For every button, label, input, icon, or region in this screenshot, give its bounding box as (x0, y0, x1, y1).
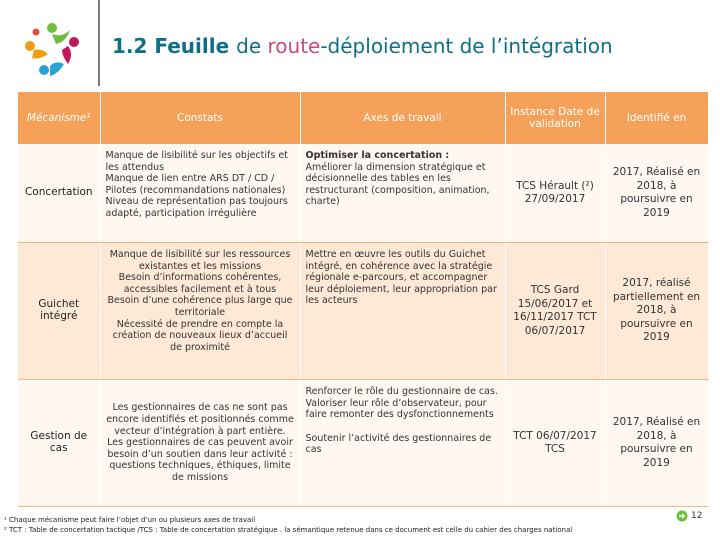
cell-mecanisme: Concertation (18, 144, 100, 243)
constat-item: Manque de lisibilité sur les objectifs et les attendus (105, 150, 288, 173)
cell-mecanisme: Gestion de cas (18, 380, 100, 507)
table-row (18, 144, 708, 243)
constat-item: Besoin d’informations cohérentes, accessibles facilement et à tous (118, 272, 282, 295)
header-axes: Axes de travail (300, 92, 505, 144)
arrow-right-circle-icon (676, 510, 688, 522)
title-part-1: 1.2 Feuille (112, 34, 237, 58)
table-row (18, 380, 708, 507)
cell-mecanisme: Guichet intégré (18, 243, 100, 380)
table-header-row (18, 92, 708, 144)
header-instance: Instance Date de validation (505, 92, 605, 144)
axes-title: Optimiser la concertation : (305, 150, 450, 161)
header-identifie: Identifié en (605, 92, 708, 144)
constat-item: Manque de lien entre ARS DT / CD / Pilotes (recommandations nationales) (105, 173, 286, 196)
axes-text: Mettre en œuvre les outils du Guichet intégré, en cohérence avec la stratégie régionale e-parcours, et accompagner leur déploiement, leur appropriation par les acteurs (305, 249, 497, 307)
constat-item: Les gestionnaires de cas ne sont pas encore identifiés et positionnés comme vecteur d’intégration à part entière. (106, 402, 294, 437)
cell-identifie: 2017, Réalisé en 2018, à poursuivre en 2019 (605, 144, 708, 243)
roadmap-table (18, 92, 709, 507)
cell-identifie: 2017, réalisé partiellement en 2018, à poursuivre en 2019 (605, 243, 708, 380)
footnote-1: ¹ Chaque mécanisme peut faire l’objet d’un ou plusieurs axes de travail (4, 516, 256, 524)
constat-item: Les gestionnaires de cas peuvent avoir besoin d’un soutien dans leur activité : questions techniques, éthiques, limite de missions (107, 437, 293, 483)
axes-text: Améliorer la dimension stratégique et décisionnelle des tables en les restructurant (composition, animation, charte) (305, 161, 490, 208)
constat-item: Nécessité de prendre en compte la création de nouveaux lieux d’accueil de proximité (112, 318, 288, 353)
cell-instance: TCS Hérault (²) 27/09/2017 (505, 144, 605, 243)
cell-constats (100, 144, 300, 243)
page-title (112, 34, 613, 58)
cell-axes (300, 380, 505, 507)
logo-figures-icon (22, 20, 82, 82)
axes-text: Renforcer le rôle du gestionnaire de cas. Valoriser leur rôle d’observateur, pour faire remonter des dysfonctionnements (305, 386, 498, 421)
cell-axes (300, 243, 505, 380)
cell-identifie: 2017, Réalisé en 2018, à poursuivre en 2019 (605, 380, 708, 507)
title-part-3: route (267, 34, 321, 58)
axes-text-2: Soutenir l’activité des gestionnaires de cas (305, 432, 492, 456)
footnotes (4, 516, 572, 535)
constat-item: Niveau de représentation pas toujours adapté, participation irrégulière (105, 196, 288, 219)
page-number (676, 510, 702, 522)
title-divider (98, 0, 100, 86)
cell-instance: TCS Gard 15/06/2017 et 16/11/2017 TCT 06/07/2017 (505, 243, 605, 380)
constat-item: Besoin d’une cohérence plus large que territoriale (107, 295, 293, 318)
title-part-2: de (236, 34, 268, 58)
cell-constats (100, 243, 300, 380)
cell-constats (100, 380, 300, 507)
footnote-2: ² TCT : Table de concertation tactique /TCS : Table de concertation stratégique . la sémantique retenue dans ce document est celle du cahier des charges national (4, 525, 573, 534)
cell-instance: TCT 06/07/2017 TCS (505, 380, 605, 507)
header-constats: Constats (100, 92, 300, 144)
constat-item: Manque de lisibilité sur les ressources existantes et les missions (109, 249, 291, 272)
header-mecanisme: Mécanisme¹ (18, 92, 100, 144)
page-number-text: 12 (691, 511, 703, 521)
cell-axes (300, 144, 505, 243)
title-part-4: -déploiement de l’intégration (320, 34, 613, 58)
table-row (18, 243, 708, 380)
